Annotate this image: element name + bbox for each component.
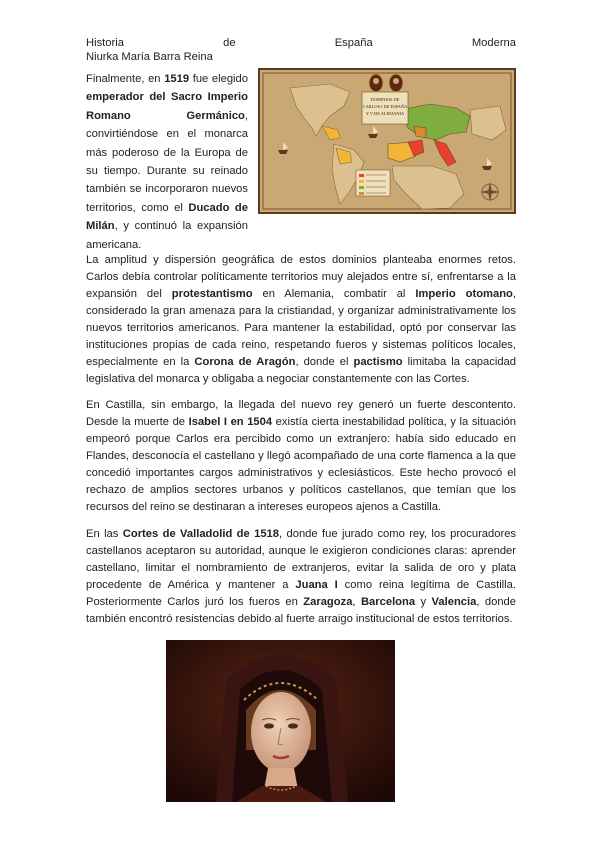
map-title-line-2: CARLOS I DE ESPAÑA: [362, 104, 408, 109]
author-name: Niurka María Barra Reina: [86, 51, 213, 63]
text-run: En Castilla, sin embargo, la llegada del nuevo rey generó un fuerte descontento. Desde la muerte de: [86, 399, 516, 428]
paragraph-challenges: [86, 252, 516, 388]
text-run: , donde el: [295, 356, 354, 368]
text-run: En las: [86, 528, 123, 540]
portrait-left-icon: [369, 74, 383, 92]
text-run: existía cierta inestabilidad política, y la situación empeoró porque Carlos era percibido como un extranjero: había sido educado en Flandes, desconocía el castellano y llegó acompañado de una corte flamenca a la que concedió importantes cargos administrativos y eclesiásticos. Este hecho provocó el rechazo de amplios sectores urbanos y políticos castellanos, que temían que los recursos del reino se destinaran a intereses europeos ajenos a Castilla.: [86, 416, 516, 513]
juana-portrait-icon: [166, 640, 395, 802]
legend-icon: [356, 170, 390, 196]
bold-run: Barcelona: [360, 596, 416, 608]
bold-run: Corona de Aragón: [194, 356, 296, 368]
text-run: limitaba la capacidad legislativa del monarca y obligaba a negociar constantemente con las Cortes.: [86, 356, 516, 385]
text-run: , donde fue jurado como rey, los procuradores castellanos aceptaron su autoridad, aunque le exigieron condiciones claras: aprender castellano, limitar el nombramiento de extranjeros, evitar la salida de oro y plata procedente de América y mantener a: [86, 528, 517, 591]
bold-run: Imperio otomano: [415, 288, 513, 300]
juana-portrait-image: [166, 640, 395, 802]
text-run: fue elegido: [189, 73, 248, 85]
bold-run: Valencia: [431, 596, 477, 608]
course-title: [86, 36, 516, 50]
header-word-2: de: [223, 37, 236, 49]
text-run: como reina legítima de Castilla. Posteriormente Carlos juró los fueros en: [86, 579, 516, 608]
map-title-line-3: Y V DE ALEMANIA: [365, 111, 405, 116]
header-word-4: Moderna: [471, 37, 516, 49]
map-illustration: [260, 70, 514, 212]
text-run: , convirtiéndose en el monarca más poderoso de la Europa de su tiempo. Durante su reinado también se incorporaron nuevos territorios, como el: [86, 109, 248, 214]
header-word-3: España: [334, 37, 373, 49]
text-run: , considerado la gran amenaza para la cristiandad, y organizar administrativamente los nuevos territorios americanos. Para mantener la estabilidad, optó por conservar las instituciones propias de cada reino, respetando fueros y sistemas políticos locales, especialmente en la: [86, 288, 516, 368]
bold-run: Isabel I en 1504: [188, 416, 273, 428]
text-run: , y continuó la expansión americana.: [86, 220, 248, 251]
text-run: ,: [352, 596, 361, 608]
map-title-line-1: DOMINIOS DE: [370, 97, 400, 102]
text-run: en Alemania, combatir al: [252, 288, 416, 300]
burgundy-shape: [414, 126, 426, 138]
text-run: La amplitud y dispersión geográfica de estos dominios planteaba enormes retos. Carlos debía controlar políticamente territorios muy alejados entre sí, enfrentarse a la expansión del: [86, 254, 516, 300]
bold-run: Ducado de Milán: [86, 201, 248, 233]
text-run: Finalmente, en: [86, 73, 165, 85]
bold-run: emperador del Sacro Imperio Romano Germánico: [86, 91, 248, 122]
header-word-1: Historia: [86, 37, 124, 49]
bold-run: Juana I: [295, 579, 338, 591]
paragraph-castilla: [86, 397, 516, 516]
bold-run: Cortes de Valladolid de 1518: [122, 528, 280, 540]
text-run: y: [415, 596, 432, 608]
bold-run: protestantismo: [171, 288, 253, 300]
text-run: , donde también encontró resistencias debido al fuerte arraigo institucional de estos territorios.: [86, 596, 516, 625]
intro-paragraph: [86, 70, 248, 254]
bold-run: Zaragoza: [303, 596, 353, 608]
dominions-map-image: [258, 68, 516, 214]
portrait-right-icon: [389, 74, 403, 92]
page-header: [86, 36, 516, 64]
paragraph-cortes-valladolid: [86, 526, 516, 628]
bold-run: pactismo: [353, 356, 403, 368]
bold-run: 1519: [164, 73, 190, 85]
